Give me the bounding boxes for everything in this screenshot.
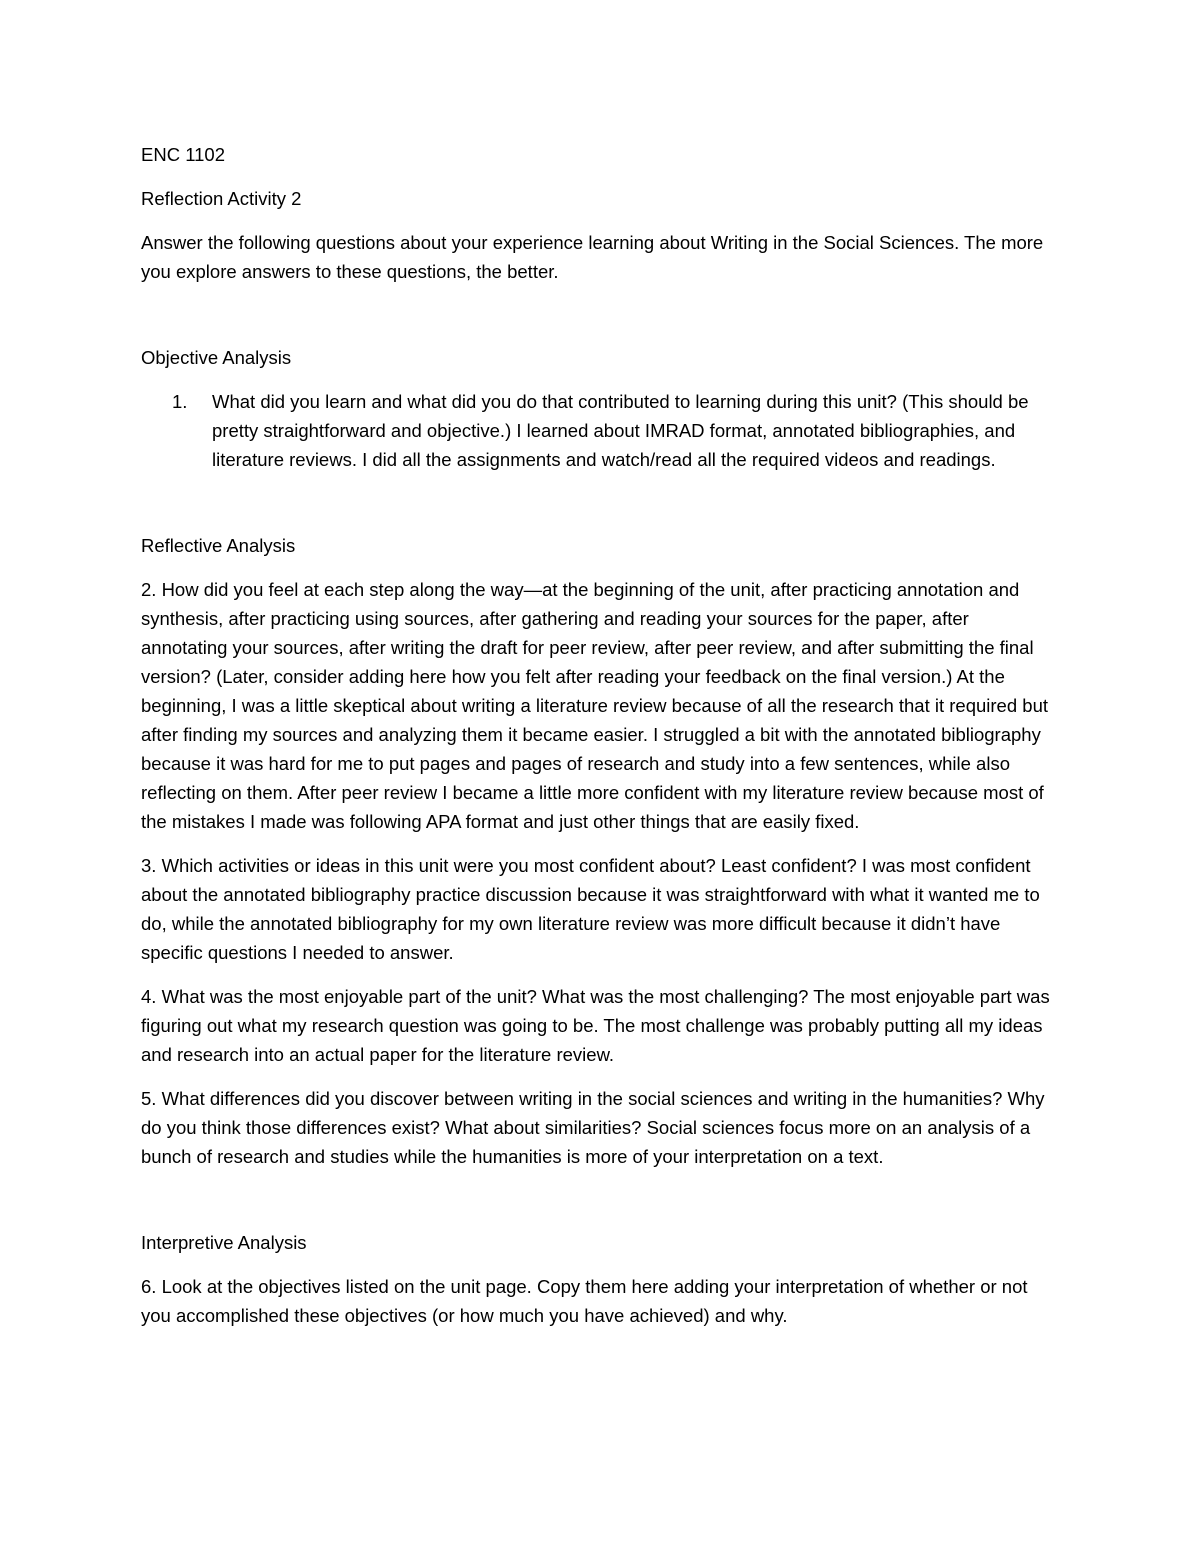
question-1: [141, 387, 1060, 474]
objective-analysis-heading: Objective Analysis: [141, 347, 292, 368]
intro-paragraph: Answer the following questions about your experience learning about Writing in the Social Sciences. The more you explore answers to these questions, the better.: [141, 232, 1044, 282]
question-4: 4. What was the most enjoyable part of the unit? What was the most challenging? The most enjoyable part was figuring out what my research question was going to be. The most challenge was probably putting all my ideas and research into an actual paper for the literature review.: [141, 986, 1050, 1065]
question-6: 6. Look at the objectives listed on the unit page. Copy them here adding your interpretation of whether or not you accomplished these objectives (or how much you have achieved) and why.: [141, 1276, 1028, 1326]
reflective-analysis-heading: Reflective Analysis: [141, 535, 296, 556]
question-1-number: 1.: [172, 391, 188, 412]
question-5: 5. What differences did you discover between writing in the social sciences and writing in the humanities? Why do you think those differences exist? What about similarities? Social sciences focus more on an analysis of a bunch of research and studies while the humanities is more of your interpretation on a text.: [141, 1088, 1045, 1167]
activity-title: Reflection Activity 2: [141, 188, 302, 209]
objective-question-list: [141, 387, 1060, 474]
question-3: 3. Which activities or ideas in this unit were you most confident about? Least confident? I was most confident about the annotated bibliography practice discussion because it was straightforward with what it wanted me to do, while the annotated bibliography for my own literature review was more difficult because it didn’t have specific questions I needed to answer.: [141, 855, 1040, 963]
course-code: ENC 1102: [141, 144, 225, 165]
question-1-text: What did you learn and what did you do that contributed to learning during this unit? (This should be pretty straightforward and objective.) I learned about IMRAD format, annotated bibliographies, and literature reviews. I did all the assignments and watch/read all the required videos and readings.: [212, 391, 1029, 470]
question-2: 2. How did you feel at each step along the way—at the beginning of the unit, after practicing annotation and synthesis, after practicing using sources, after gathering and reading your sources for the paper, after annotating your sources, after writing the draft for peer review, after peer review, and after submitting the final version? (Later, consider adding here how you felt after reading your feedback on the final version.) At the beginning, I was a little skeptical about writing a literature review because of all the research that it required but after finding my sources and analyzing them it became easier. I struggled a bit with the annotated bibliography because it was hard for me to put pages and pages of research and study into a few sentences, while also reflecting on them. After peer review I became a little more confident with my literature review because most of the mistakes I made was following APA format and just other things that are easily fixed.: [141, 579, 1048, 832]
interpretive-analysis-heading: Interpretive Analysis: [141, 1232, 307, 1253]
